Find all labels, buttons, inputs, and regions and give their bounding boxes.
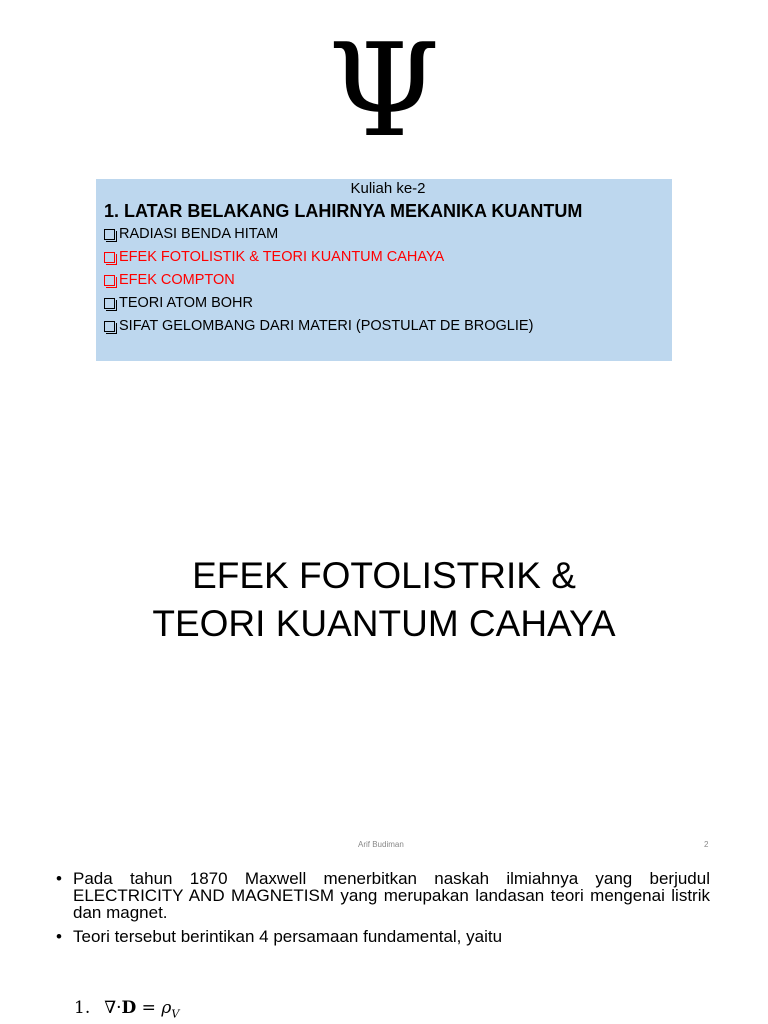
outline-item-label: TEORI ATOM BOHR — [119, 295, 254, 311]
checkbox-icon — [104, 252, 115, 263]
course-outline-box — [96, 179, 672, 361]
outline-item-label: RADIASI BENDA HITAM — [119, 226, 279, 242]
slide-title-line-2: TEORI KUANTUM CAHAYA — [152, 603, 616, 644]
outline-item — [104, 292, 672, 315]
slide-title-line-1: EFEK FOTOLISTRIK & — [192, 555, 576, 596]
bullet-text: Teori tersebut berintikan 4 persamaan fundamental, yaitu — [73, 927, 503, 946]
outline-item — [104, 223, 672, 246]
slide-title — [0, 552, 768, 648]
footer-page-number: 2 — [704, 840, 709, 849]
bullet-icon: • — [56, 927, 62, 946]
checkbox-icon — [104, 275, 115, 286]
rho-symbol: ρ — [161, 998, 172, 1018]
outline-item — [104, 315, 672, 338]
nabla-symbol: ∇ — [104, 998, 117, 1018]
bullet-list — [56, 870, 710, 952]
bullet-icon: • — [56, 869, 62, 888]
checkbox-icon — [104, 229, 115, 240]
dot-operator: · — [116, 998, 122, 1018]
checkbox-icon — [104, 298, 115, 309]
bullet-item — [56, 870, 710, 921]
lecture-number: Kuliah ke-2 — [350, 180, 426, 197]
equation-number: 1. — [74, 998, 91, 1018]
rho-subscript: V — [171, 1007, 180, 1021]
equals-sign: = — [141, 998, 156, 1018]
outline-item-highlighted — [104, 269, 672, 292]
vector-d: D — [121, 998, 137, 1018]
bullet-text: Pada tahun 1870 Maxwell menerbitkan naskah ilmiahnya yang berjudul ELECTRICITY AND MAGNETISM yang merupakan landasan teori mengenai listrik dan magnet. — [73, 869, 710, 922]
bullet-item — [56, 928, 710, 945]
outline-heading: 1. LATAR BELAKANG LAHIRNYA MEKANIKA KUANTUM — [104, 201, 583, 221]
outline-item-label: EFEK COMPTON — [119, 272, 235, 288]
maxwell-equation-1 — [74, 998, 179, 1020]
outline-item-label: EFEK FOTOLISTIK & TEORI KUANTUM CAHAYA — [119, 249, 445, 265]
slide-2 — [0, 862, 768, 1024]
outline-item-label: SIFAT GELOMBANG DARI MATERI (POSTULAT DE BROGLIE) — [119, 318, 534, 334]
checkbox-icon — [104, 321, 115, 332]
footer-author: Arif Budiman — [358, 840, 404, 849]
outline-item-highlighted — [104, 246, 672, 269]
psi-symbol: Ψ — [327, 17, 441, 166]
